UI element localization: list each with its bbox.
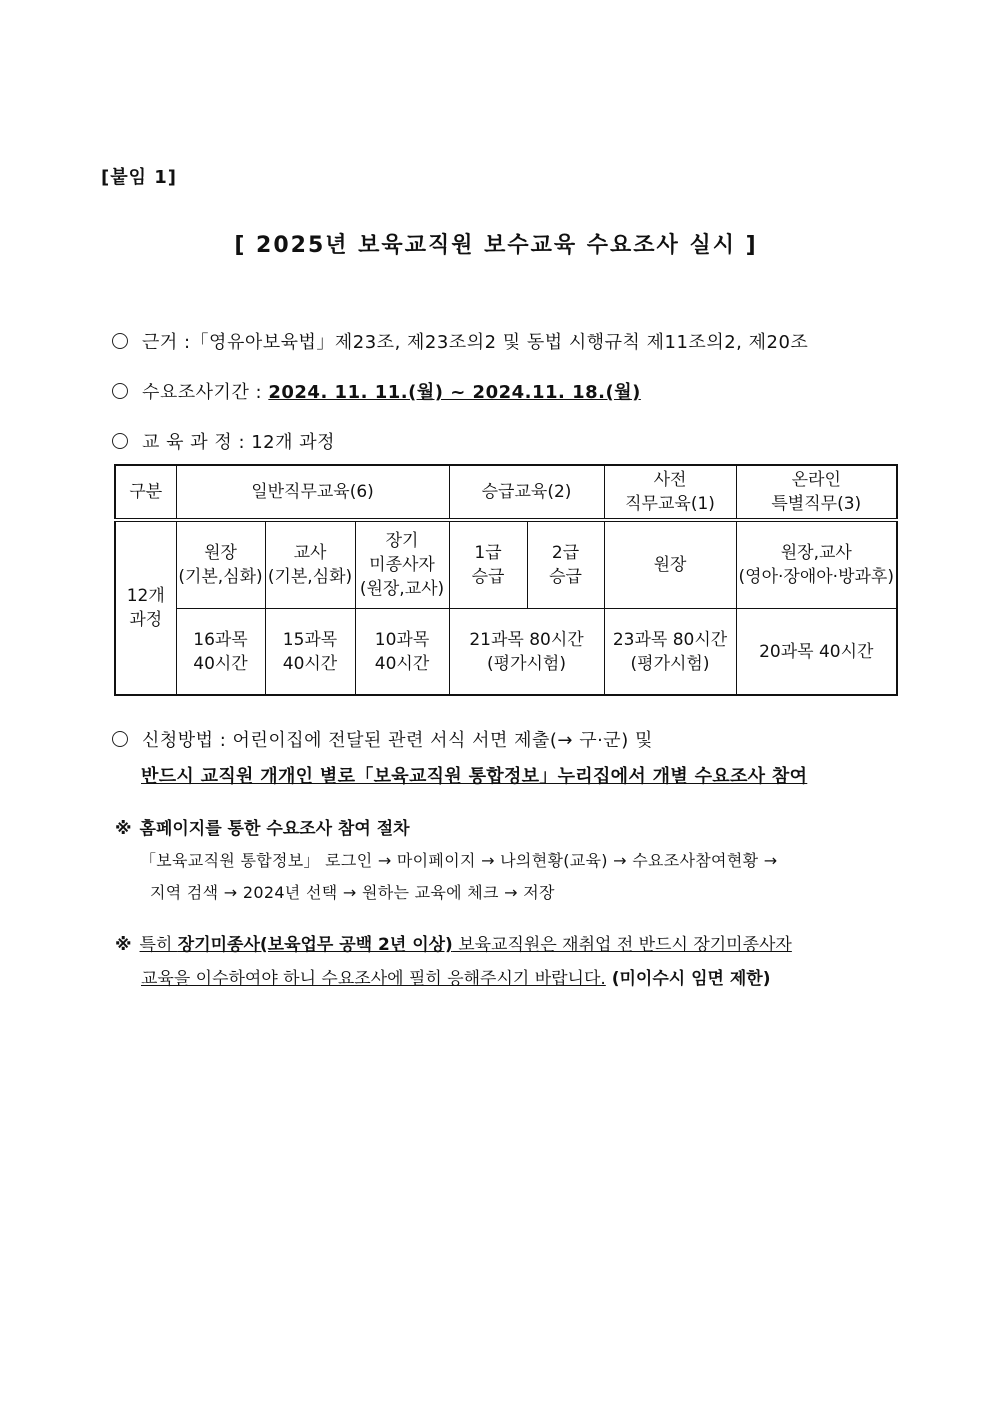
attachment-label: [붙임 1] — [101, 167, 178, 188]
cell-director-hours: 16과목 40시간 — [176, 609, 265, 696]
header-online: 온라인 특별직무(3) — [736, 465, 897, 520]
reference-mark-icon: ※ — [115, 935, 132, 955]
note2-text-e: (미이수시 임면 제한) — [605, 969, 771, 989]
courses-text: 교 육 과 정 : 12개 과정 — [142, 432, 336, 453]
basis-text: 근거 :「영유아보육법」제23조, 제23조의2 및 동법 시행규칙 제11조의2, 제20조 — [142, 332, 809, 353]
cell-grade2: 2급 승급 — [527, 520, 604, 609]
reference-mark-icon: ※ — [115, 819, 132, 839]
apply-item — [112, 726, 653, 752]
apply-line2: 반드시 교직원 개개인 별로「보육교직원 통합정보」누리집에서 개별 수요조사 참여 — [141, 766, 808, 787]
table-row — [115, 609, 897, 696]
basis-item — [112, 328, 808, 354]
cell-longterm: 장기 미종사자 (원장,교사) — [355, 520, 449, 609]
apply-line1: 신청방법 : 어린이집에 전달된 관련 서식 서면 제출(→ 구·군) 및 — [142, 730, 653, 751]
note2-text-b: 장기미종사(보육업무 공백 2년 이상) — [177, 935, 453, 955]
note2-text-c: 보육교직원은 재취업 전 반드시 장기미종사자 — [452, 935, 792, 955]
note2-line1 — [115, 930, 792, 955]
note1-heading: 홈페이지를 통한 수요조사 참여 절차 — [139, 819, 410, 839]
cell-pre-hours: 23과목 80시간 (평가시험) — [604, 609, 736, 696]
course-table — [114, 464, 898, 696]
cell-director: 원장 (기본,심화) — [176, 520, 265, 609]
cell-longterm-hours: 10과목 40시간 — [355, 609, 449, 696]
period-label: 수요조사기간 : — [142, 382, 269, 403]
header-promotion: 승급교육(2) — [449, 465, 604, 520]
cell-pre: 원장 — [604, 520, 736, 609]
cell-grade1: 1급 승급 — [449, 520, 527, 609]
circle-bullet-icon — [112, 731, 128, 747]
table-header-row — [115, 465, 897, 520]
cell-online-hours: 20과목 40시간 — [736, 609, 897, 696]
document-title: [ 2025년 보육교직원 보수교육 수요조사 실시 ] — [234, 233, 758, 258]
note1-line2: 지역 검색 → 2024년 선택 → 원하는 교육에 체크 → 저장 — [150, 883, 555, 902]
note1-heading-line — [115, 814, 410, 839]
period-value: 2024. 11. 11.(월) ~ 2024.11. 18.(월) — [268, 382, 641, 403]
courses-item — [112, 428, 335, 454]
header-gubun: 구분 — [115, 465, 176, 520]
header-pre: 사전 직무교육(1) — [604, 465, 736, 520]
table-row — [115, 520, 897, 609]
note1-line1: 「보육교직원 통합정보」 로그인 → 마이페이지 → 나의현황(교육) → 수요조사참여현황 → — [140, 851, 778, 870]
note2-line2 — [141, 964, 770, 989]
circle-bullet-icon — [112, 333, 128, 349]
circle-bullet-icon — [112, 433, 128, 449]
note2-text-d: 교육을 이수하여야 하니 수요조사에 필히 응해주시기 바랍니다. — [141, 969, 606, 989]
period-item — [112, 378, 641, 404]
note2-text-a: 특히 — [139, 935, 178, 955]
circle-bullet-icon — [112, 383, 128, 399]
row-label: 12개 과정 — [115, 520, 176, 695]
cell-teacher-hours: 15과목 40시간 — [265, 609, 355, 696]
cell-online: 원장,교사 (영아·장애아·방과후) — [736, 520, 897, 609]
cell-promotion-hours: 21과목 80시간 (평가시험) — [449, 609, 604, 696]
cell-teacher: 교사 (기본,심화) — [265, 520, 355, 609]
header-general: 일반직무교육(6) — [176, 465, 449, 520]
